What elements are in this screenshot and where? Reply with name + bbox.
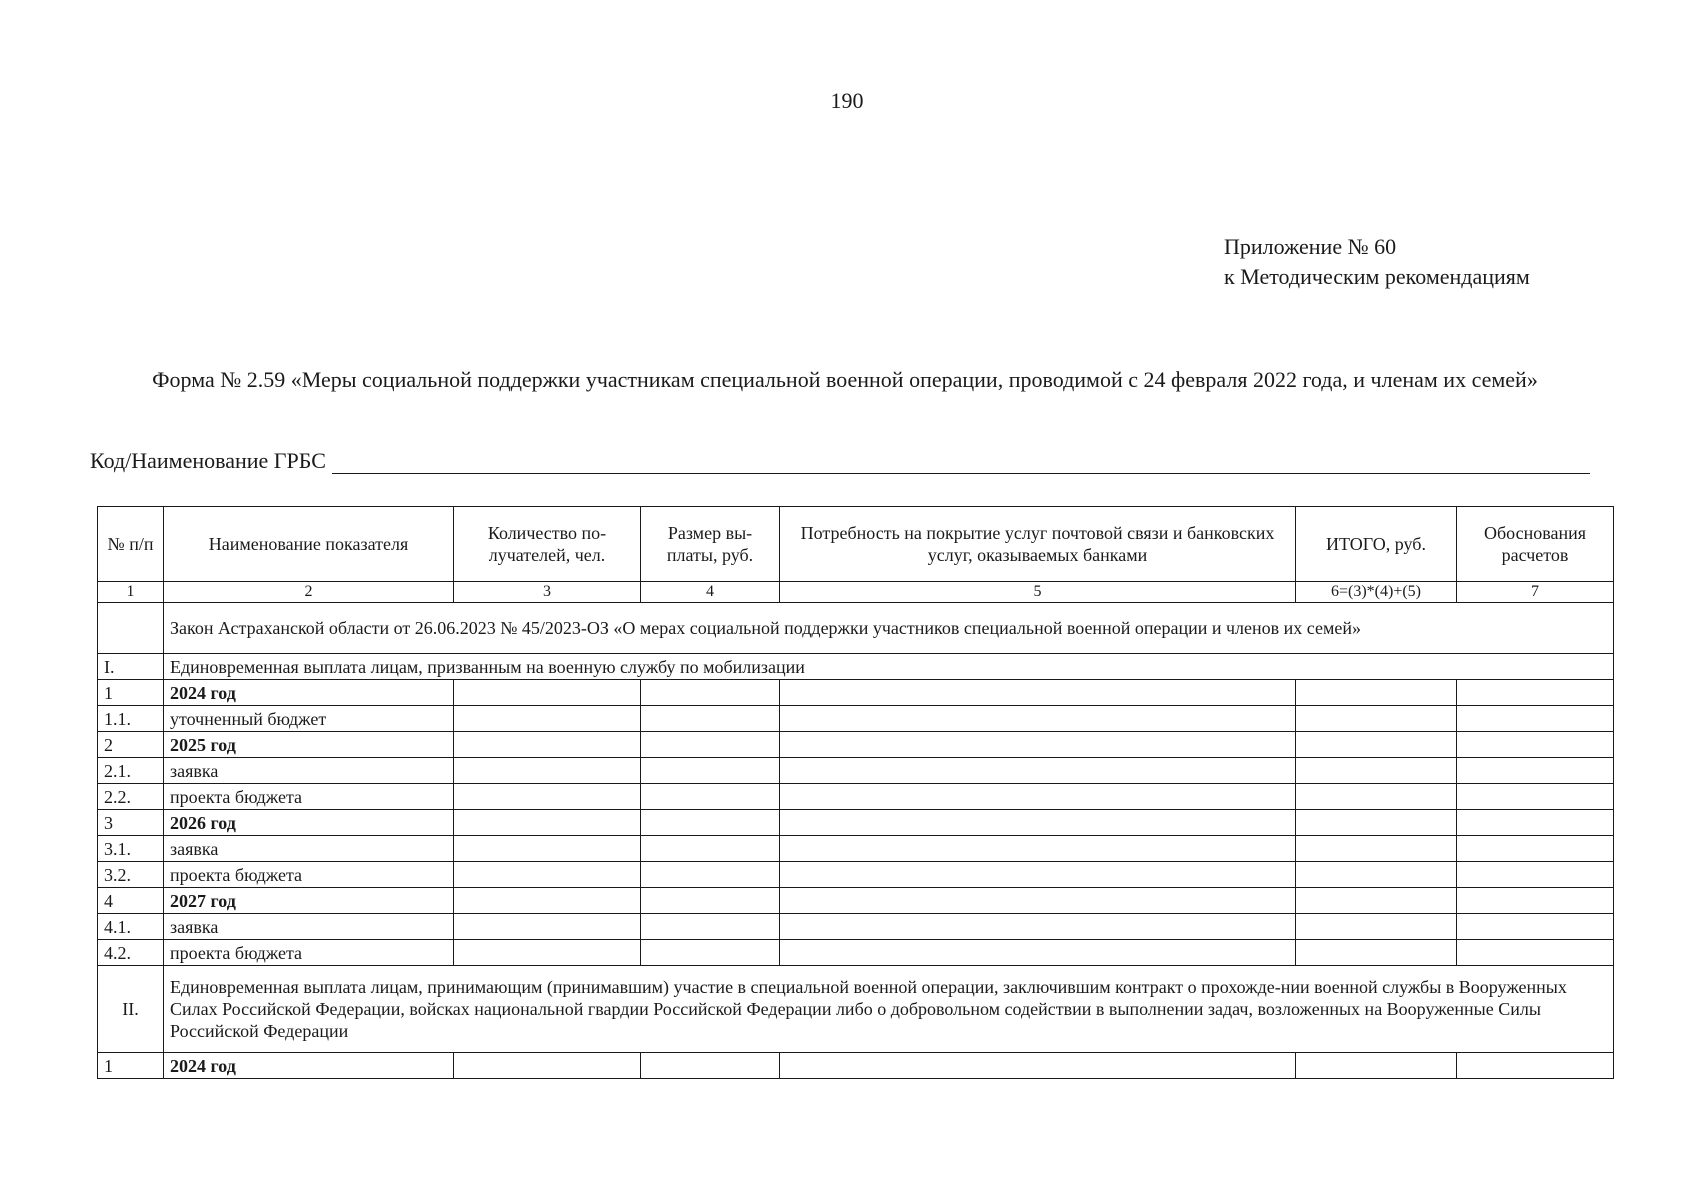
empty-cell[interactable] [641,784,780,810]
empty-cell[interactable] [1296,862,1457,888]
empty-cell[interactable] [1296,758,1457,784]
empty-cell[interactable] [1457,914,1614,940]
row-label: проекта бюджета [164,940,454,966]
empty-cell[interactable] [454,836,641,862]
law-row [98,603,1614,654]
empty-cell[interactable] [641,914,780,940]
empty-cell[interactable] [780,862,1296,888]
empty-cell[interactable] [454,680,641,706]
table-row [98,940,1614,966]
table-row [98,784,1614,810]
empty-cell[interactable] [1296,680,1457,706]
empty-cell[interactable] [780,706,1296,732]
row-label: 2024 год [164,680,454,706]
empty-cell[interactable] [641,758,780,784]
header-cell: Количество по-лучателей, чел. [454,507,641,582]
empty-cell[interactable] [1457,940,1614,966]
row-number: 3.2. [98,862,164,888]
row-label: 2026 год [164,810,454,836]
empty-cell[interactable] [454,758,641,784]
table-row [98,810,1614,836]
form-title: Форма № 2.59 «Меры социальной поддержки участникам специальной военной операции, проводимой с 24 февраля 2022 года, и членам их семей» [152,367,1538,392]
row-number: 1.1. [98,706,164,732]
row-number: 3.1. [98,836,164,862]
column-number: 4 [641,582,780,603]
empty-cell[interactable] [1457,784,1614,810]
header-row [98,507,1614,582]
row-label: заявка [164,758,454,784]
row-label: уточненный бюджет [164,706,454,732]
empty-cell[interactable] [1296,940,1457,966]
row-number: 3 [98,810,164,836]
header-cell: Наименование показателя [164,507,454,582]
empty-cell[interactable] [1296,1053,1457,1079]
header-cell: Размер вы-платы, руб. [641,507,780,582]
row-number: 1 [98,1053,164,1079]
column-number: 1 [98,582,164,603]
form-table [97,506,1614,1079]
table-row [98,1053,1614,1079]
grbs-underline [332,453,1590,474]
row-label: 2027 год [164,888,454,914]
table-row [98,732,1614,758]
empty-cell [98,603,164,654]
page-number: 190 [830,88,864,113]
empty-cell[interactable] [641,862,780,888]
empty-cell[interactable] [1296,732,1457,758]
column-number-row [98,582,1614,603]
empty-cell[interactable] [1457,680,1614,706]
empty-cell[interactable] [641,810,780,836]
empty-cell[interactable] [454,1053,641,1079]
empty-cell[interactable] [641,888,780,914]
empty-cell[interactable] [780,940,1296,966]
row-label: заявка [164,914,454,940]
empty-cell[interactable] [641,1053,780,1079]
empty-cell[interactable] [454,706,641,732]
empty-cell[interactable] [454,888,641,914]
empty-cell[interactable] [1457,732,1614,758]
row-number: 4 [98,888,164,914]
empty-cell[interactable] [1296,810,1457,836]
empty-cell[interactable] [780,888,1296,914]
row-label: 2025 год [164,732,454,758]
empty-cell[interactable] [1457,888,1614,914]
empty-cell[interactable] [1457,810,1614,836]
empty-cell[interactable] [641,732,780,758]
grbs-field [90,448,1590,474]
section-row [98,654,1614,680]
table-row [98,836,1614,862]
row-label: заявка [164,836,454,862]
row-number: 4.2. [98,940,164,966]
empty-cell[interactable] [780,836,1296,862]
empty-cell[interactable] [1296,836,1457,862]
section-number: I. [98,654,164,680]
empty-cell[interactable] [1457,758,1614,784]
column-number: 7 [1457,582,1614,603]
row-number: 4.1. [98,914,164,940]
table-row [98,862,1614,888]
empty-cell[interactable] [454,732,641,758]
empty-cell[interactable] [780,680,1296,706]
appendix-line-1: Приложение № 60 [1224,234,1397,259]
empty-cell[interactable] [1296,914,1457,940]
law-text: Закон Астраханской области от 26.06.2023 № 45/2023-ОЗ «О мерах социальной поддержки участников специальной военной операции и членов их семей» [164,603,1614,654]
empty-cell[interactable] [780,1053,1296,1079]
empty-cell[interactable] [454,862,641,888]
table-row [98,888,1614,914]
data-rows [98,680,1614,966]
empty-cell[interactable] [780,732,1296,758]
column-number: 6=(3)*(4)+(5) [1296,582,1457,603]
empty-cell[interactable] [780,758,1296,784]
row-number: 2.1. [98,758,164,784]
section-row [98,966,1614,1053]
empty-cell[interactable] [1296,784,1457,810]
section-text: Единовременная выплата лицам, принимающим (принимавшим) участие в специальной военной операции, заключившим контракт о прохожде-нии военной службы в Вооруженных Силах Российской Федерации, войсках национальной гвардии Российской Федерации либо о добровольном содействии в выполнении задач, возложенных на Вооруженные Силы Российской Федерации [164,966,1614,1053]
empty-cell[interactable] [641,836,780,862]
appendix-note [1224,232,1530,292]
empty-cell[interactable] [454,810,641,836]
empty-cell[interactable] [1457,836,1614,862]
row-number: 1 [98,680,164,706]
empty-cell[interactable] [1457,1053,1614,1079]
header-cell: Обоснования расчетов [1457,507,1614,582]
empty-cell[interactable] [1296,888,1457,914]
table-row [98,706,1614,732]
column-number: 2 [164,582,454,603]
empty-cell[interactable] [780,810,1296,836]
table-row [98,914,1614,940]
row-number: 2 [98,732,164,758]
column-number: 3 [454,582,641,603]
header-cell: Потребность на покрытие услуг почтовой связи и банковских услуг, оказываемых банками [780,507,1296,582]
row-label: проекта бюджета [164,862,454,888]
empty-cell[interactable] [641,706,780,732]
empty-cell[interactable] [641,940,780,966]
row-label: проекта бюджета [164,784,454,810]
row-number: 2.2. [98,784,164,810]
appendix-line-2: к Методическим рекомендациям [1224,264,1530,289]
section-text: Единовременная выплата лицам, призванным на военную службу по мобилизации [164,654,1614,680]
header-cell: № п/п [98,507,164,582]
empty-cell[interactable] [780,784,1296,810]
empty-cell[interactable] [1296,706,1457,732]
empty-cell[interactable] [454,940,641,966]
empty-cell[interactable] [641,680,780,706]
empty-cell[interactable] [780,914,1296,940]
empty-cell[interactable] [454,784,641,810]
empty-cell[interactable] [454,914,641,940]
grbs-label: Код/Наименование ГРБС [90,448,326,473]
header-cell: ИТОГО, руб. [1296,507,1457,582]
section-number: II. [98,966,164,1053]
table-row [98,680,1614,706]
empty-cell[interactable] [1457,706,1614,732]
column-number: 5 [780,582,1296,603]
table-row [98,758,1614,784]
row-label: 2024 год [164,1053,454,1079]
empty-cell[interactable] [1457,862,1614,888]
